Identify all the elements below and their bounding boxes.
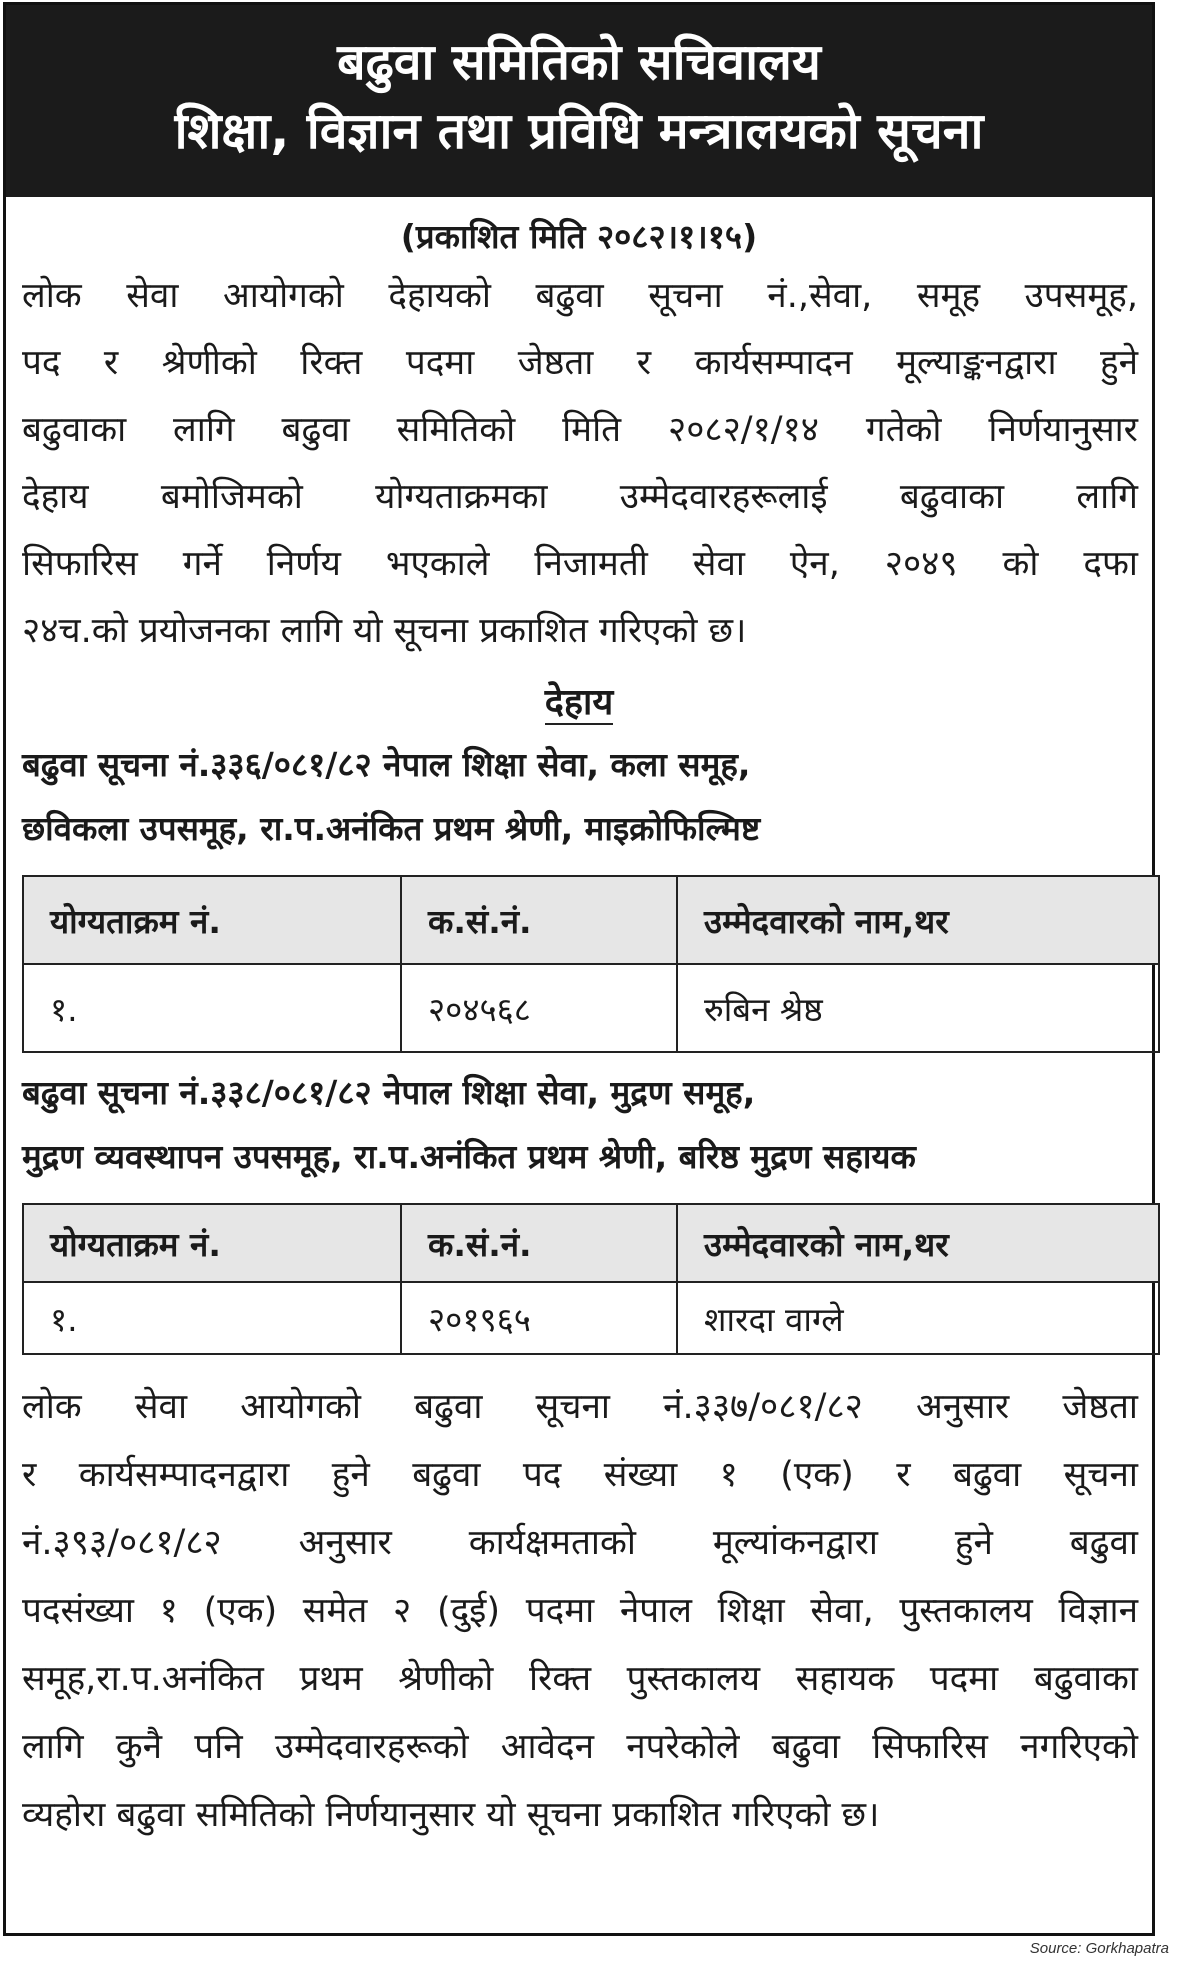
table-row bbox=[23, 1282, 1159, 1354]
source-credit: Source: Gorkhapatra bbox=[1029, 1940, 1169, 1957]
col-roll-header: क.सं.नं. bbox=[401, 1204, 677, 1282]
col-rank-header: योग्यताक्रम नं. bbox=[23, 876, 401, 964]
table-header-row bbox=[23, 876, 1159, 964]
section-heading-line: मुद्रण व्यवस्थापन उपसमूह, रा.प.अनंकित प्रथम श्रेणी, बरिष्ठ मुद्रण सहायक bbox=[22, 1137, 916, 1176]
section-heading-line: छविकला उपसमूह, रा.प.अनंकित प्रथम श्रेणी, माइक्रोफिल्मिष्ट bbox=[22, 809, 761, 848]
cell-rank: १. bbox=[23, 1282, 401, 1354]
col-rank-header: योग्यताक्रम नं. bbox=[23, 1204, 401, 1282]
notice-box bbox=[3, 2, 1155, 1936]
section-heading-line: बढुवा सूचना नं.३३८/०८१/८२ नेपाल शिक्षा सेवा, मुद्रण समूह, bbox=[22, 1073, 756, 1112]
intro-line: पद र श्रेणीको रिक्त पदमा जेष्ठता र कार्यसम्पादन मूल्याङ्कनद्वारा हुने bbox=[22, 343, 1138, 383]
published-date: (प्रकाशित मिति २०८२।१।१५) bbox=[400, 217, 758, 256]
cell-roll: २०४५६८ bbox=[401, 964, 677, 1052]
closing-line: लोक सेवा आयोगको बढुवा सूचना नं.३३७/०८१/८२ अनुसार जेष्ठता bbox=[22, 1387, 1138, 1427]
notice-header bbox=[6, 5, 1152, 197]
intro-line: बढुवाका लागि बढुवा समितिको मिति २०८२/१/१४ गतेको निर्णयानुसार bbox=[22, 410, 1138, 450]
intro-line: २४च.को प्रयोजनका लागि यो सूचना प्रकाशित गरिएको छ। bbox=[22, 611, 747, 651]
section-2-heading bbox=[22, 1061, 1136, 1189]
cell-name: रुबिन श्रेष्ठ bbox=[677, 964, 1159, 1052]
col-roll-header: क.सं.नं. bbox=[401, 876, 677, 964]
col-name-header: उम्मेदवारको नाम,थर bbox=[677, 876, 1159, 964]
intro-paragraph bbox=[22, 263, 1138, 665]
closing-line: नं.३९३/०८१/८२ अनुसार कार्यक्षमताको मूल्यांकनद्वारा हुने बढुवा bbox=[22, 1523, 1138, 1563]
intro-line: लोक सेवा आयोगको देहायको बढुवा सूचना नं.,सेवा, समूह उपसमूह, bbox=[22, 276, 1138, 316]
header-title-line2: शिक्षा, विज्ञान तथा प्रविधि मन्त्रालयको सूचना bbox=[174, 102, 984, 160]
closing-paragraph bbox=[22, 1373, 1138, 1849]
closing-line: व्यहोरा बढुवा समितिको निर्णयानुसार यो सूचना प्रकाशित गरिएको छ। bbox=[22, 1795, 880, 1835]
table-header-row bbox=[23, 1204, 1159, 1282]
section-heading-line: बढुवा सूचना नं.३३६/०८१/८२ नेपाल शिक्षा सेवा, कला समूह, bbox=[22, 745, 751, 784]
section-1-table bbox=[22, 875, 1160, 1053]
closing-line: लागि कुनै पनि उम्मेदवारहरूको आवेदन नपरेकोले बढुवा सिफारिस नगरिएको bbox=[22, 1727, 1138, 1767]
closing-line: पदसंख्या १ (एक) समेत २ (दुई) पदमा नेपाल शिक्षा सेवा, पुस्तकालय विज्ञान bbox=[22, 1591, 1138, 1631]
closing-line: र कार्यसम्पादनद्वारा हुने बढुवा पद संख्या १ (एक) र बढुवा सूचना bbox=[22, 1455, 1138, 1495]
table-row bbox=[23, 964, 1159, 1052]
dehaya-heading bbox=[6, 673, 1152, 733]
dehaya-heading-text: देहाय bbox=[544, 682, 614, 723]
header-title-line1: बढुवा समितिको सचिवालय bbox=[337, 33, 821, 91]
cell-rank: १. bbox=[23, 964, 401, 1052]
intro-line: सिफारिस गर्ने निर्णय भएकाले निजामती सेवा ऐन, २०४९ को दफा bbox=[22, 544, 1138, 584]
cell-name: शारदा वाग्ले bbox=[677, 1282, 1159, 1354]
section-2-table bbox=[22, 1203, 1160, 1355]
cell-roll: २०१९६५ bbox=[401, 1282, 677, 1354]
closing-line: समूह,रा.प.अनंकित प्रथम श्रेणीको रिक्त पुस्तकालय सहायक पदमा बढुवाका bbox=[22, 1659, 1138, 1699]
section-1-heading bbox=[22, 733, 1136, 861]
intro-line: देहाय बमोजिमको योग्यताक्रमका उम्मेदवारहरूलाई बढुवाका लागि bbox=[22, 477, 1138, 517]
col-name-header: उम्मेदवारको नाम,थर bbox=[677, 1204, 1159, 1282]
